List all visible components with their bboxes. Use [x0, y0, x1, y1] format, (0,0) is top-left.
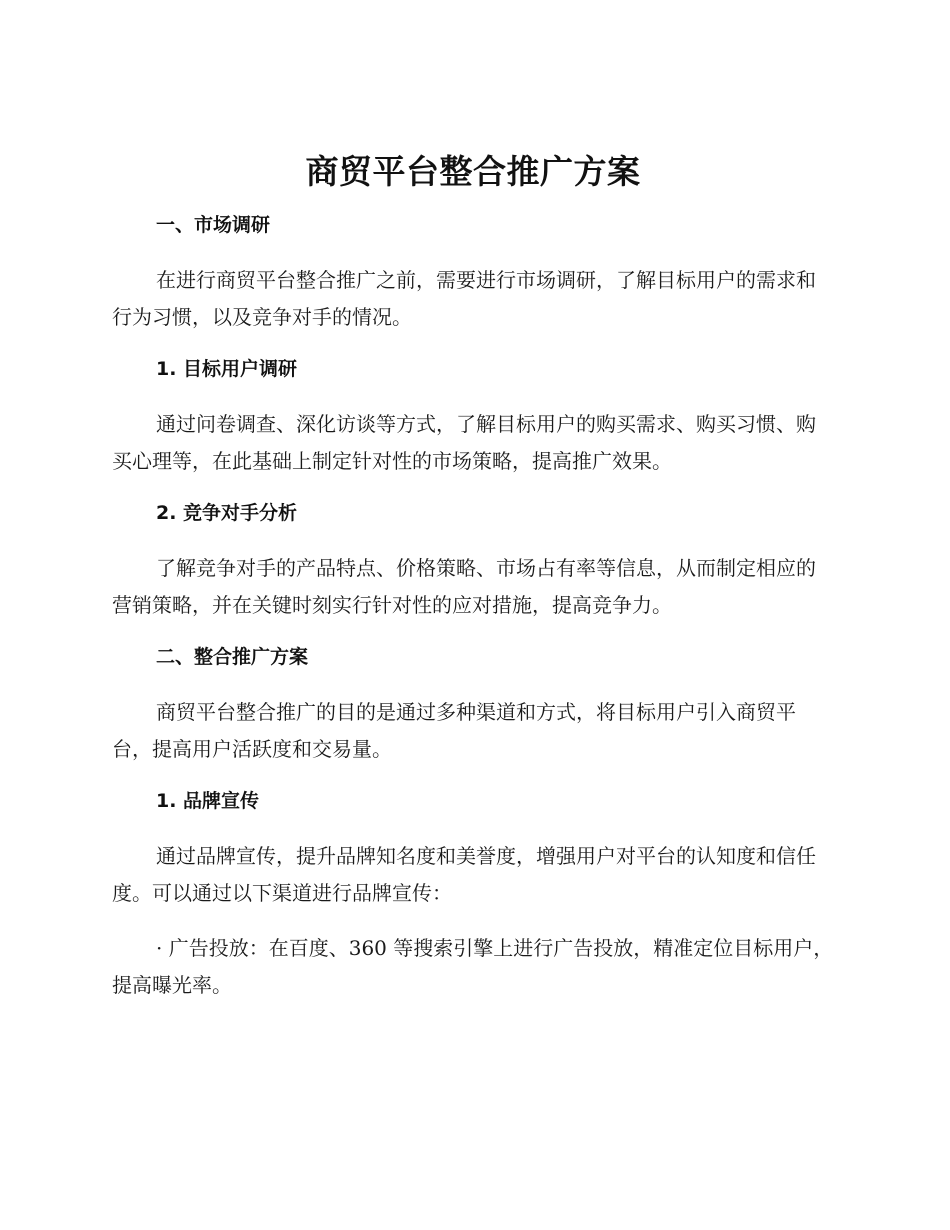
paragraph-integrated-promotion: 商贸平台整合推广的目的是通过多种渠道和方式，将目标用户引入商贸平台，提高用户活跃度和交易量。 — [112, 700, 796, 761]
spacer — [112, 672, 834, 694]
section-heading-market-research: 一、市场调研 — [156, 214, 271, 236]
spacer — [112, 768, 834, 786]
spacer — [112, 336, 834, 354]
spacer — [112, 528, 834, 550]
section-heading-integrated-promotion: 二、整合推广方案 — [156, 646, 309, 668]
spacer — [112, 624, 834, 642]
document-title: 商贸平台整合推广方案 — [305, 152, 641, 191]
bullet-item-ad-placement: · 广告投放：在百度、360 等搜索引擎上进行广告投放，精准定位目标用户，提高曝光率。 — [112, 936, 834, 997]
paragraph-target-user-research: 通过问卷调查、深化访谈等方式，了解目标用户的购买需求、购买习惯、购买心理等，在此基础上制定针对性的市场策略，提高推广效果。 — [112, 412, 816, 473]
spacer — [112, 816, 834, 838]
subheading-brand-promotion: 1. 品牌宣传 — [156, 790, 260, 812]
subheading-target-user-research: 1. 目标用户调研 — [156, 358, 298, 380]
spacer — [112, 480, 834, 498]
spacer — [112, 384, 834, 406]
paragraph-market-research: 在进行商贸平台整合推广之前，需要进行市场调研，了解目标用户的需求和行为习惯，以及竞争对手的情况。 — [112, 268, 816, 329]
subheading-competitor-analysis: 2. 竞争对手分析 — [156, 502, 298, 524]
paragraph-brand-promotion: 通过品牌宣传，提升品牌知名度和美誉度，增强用户对平台的认知度和信任度。可以通过以下渠道进行品牌宣传： — [112, 844, 816, 905]
spacer — [112, 240, 834, 262]
spacer — [112, 912, 834, 930]
paragraph-competitor-analysis: 了解竞争对手的产品特点、价格策略、市场占有率等信息，从而制定相应的营销策略，并在关键时刻实行针对性的应对措施，提高竞争力。 — [112, 556, 816, 617]
